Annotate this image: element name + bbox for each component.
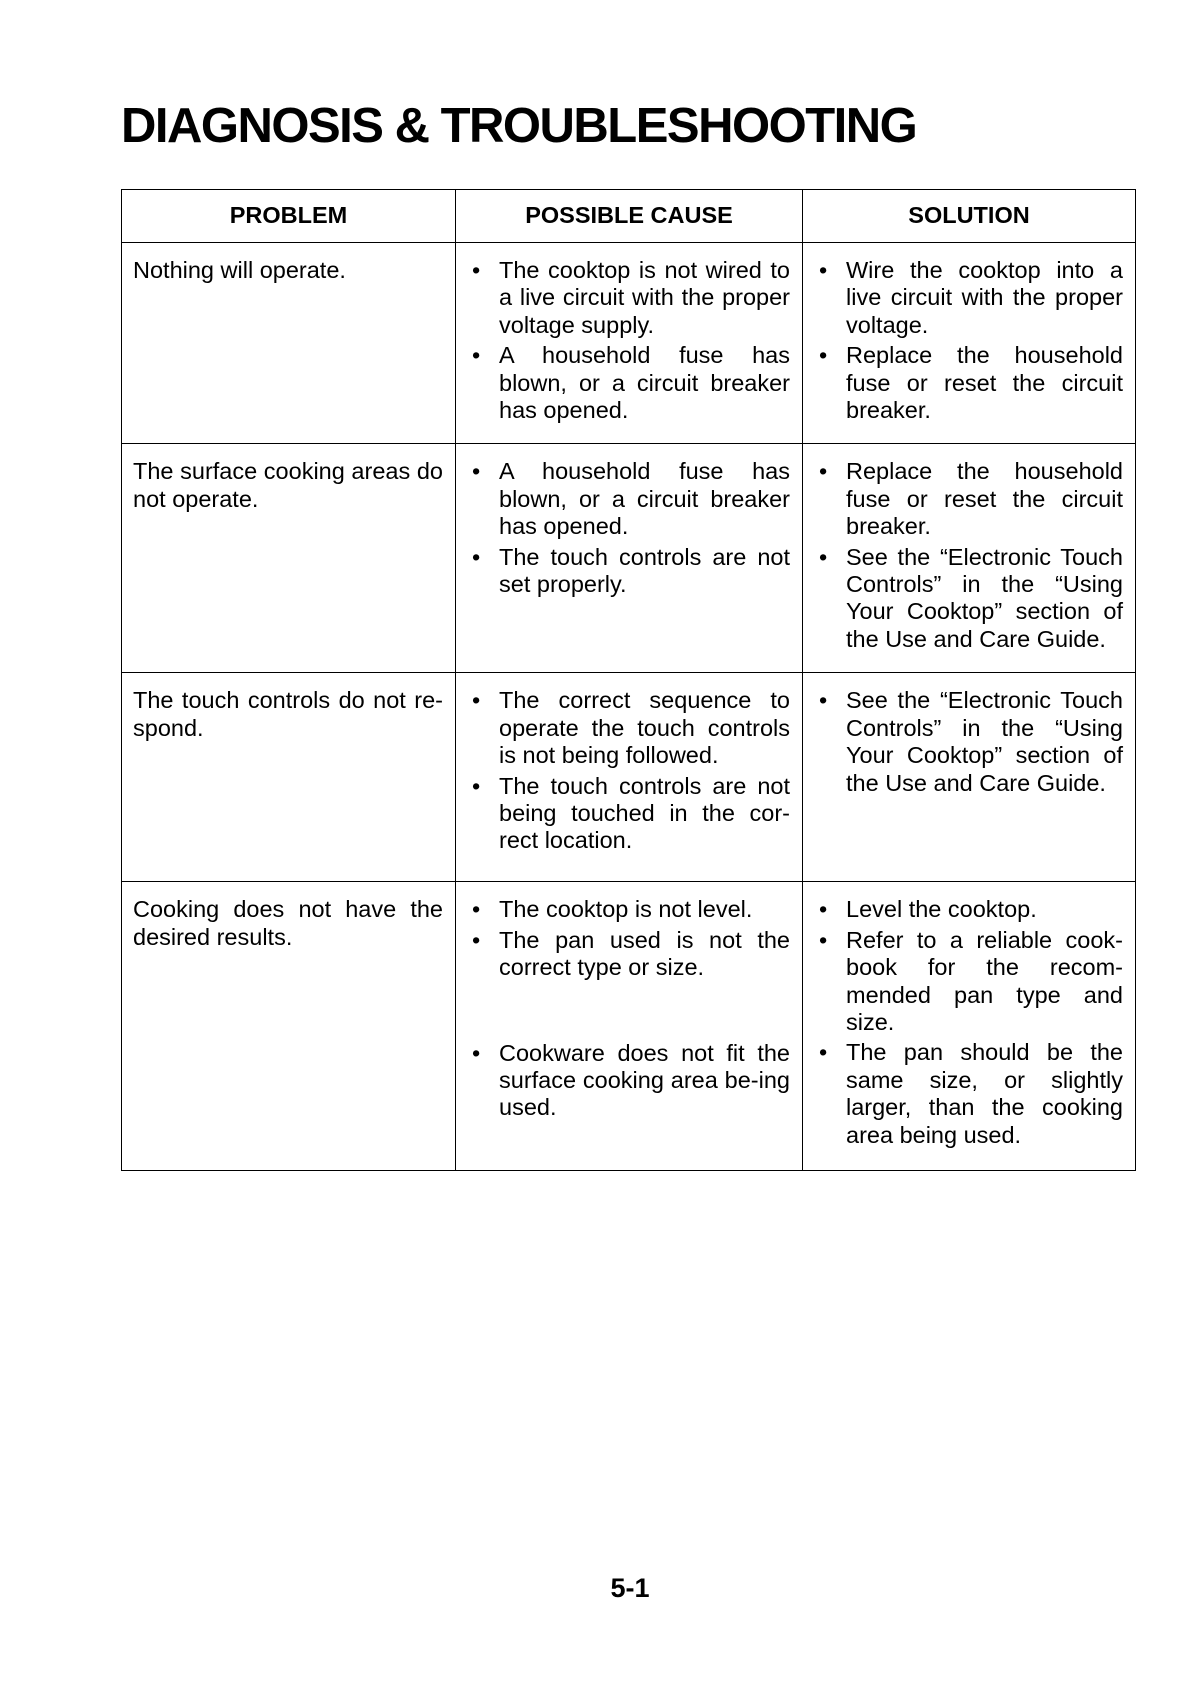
solution-list (814, 458, 1123, 653)
solution-item: • Level the cooktop. (846, 896, 1123, 923)
cause-item: • The correct sequence to operate the touch controls is not being followed. (499, 687, 790, 769)
solution-item: • Refer to a reliable cook-book for the recom-mended pan type and size. (846, 927, 1123, 1037)
header-problem: PROBLEM (122, 190, 456, 243)
solution-cell (803, 882, 1136, 1171)
problem-cell: The surface cooking areas do not operate. (122, 444, 456, 673)
cause-cell (456, 444, 803, 673)
solution-item: • The pan should be the same size, or slightly larger, than the cooking area being used. (846, 1039, 1123, 1149)
cause-cell (456, 882, 803, 1171)
troubleshooting-table (121, 189, 1136, 1171)
solution-item: • Replace the household fuse or reset the circuit breaker. (846, 458, 1123, 540)
cause-item: • The touch controls are not being touched in the cor-rect location. (499, 773, 790, 855)
cause-item: • The cooktop is not level. (499, 896, 790, 923)
solution-cell (803, 444, 1136, 673)
page-title: DIAGNOSIS & TROUBLESHOOTING (121, 99, 917, 153)
solution-list (814, 896, 1123, 1149)
cause-item: • A household fuse has blown, or a circuit breaker has opened. (499, 342, 790, 424)
page-number: 5-1 (610, 1573, 650, 1603)
solution-item: • See the “Electronic Touch Controls” in the “Using Your Cooktop” section of the Use and Care Guide. (846, 687, 1123, 797)
solution-item: • Replace the household fuse or reset the circuit breaker. (846, 342, 1123, 424)
header-solution: SOLUTION (803, 190, 1136, 243)
table-row (122, 243, 1136, 444)
problem-cell: Cooking does not have the desired results. (122, 882, 456, 1171)
solution-cell (803, 673, 1136, 882)
cause-item: • The touch controls are not set properly. (499, 544, 790, 599)
table-header-row (122, 190, 1136, 243)
problem-cell: Nothing will operate. (122, 243, 456, 444)
cause-item: • The pan used is not the correct type or size. (499, 927, 790, 982)
cause-list (467, 687, 790, 854)
cause-item: • A household fuse has blown, or a circuit breaker has opened. (499, 458, 790, 540)
table-row (122, 444, 1136, 673)
cause-list (467, 257, 790, 424)
table-row (122, 673, 1136, 882)
solution-list (814, 257, 1123, 424)
table-row (122, 882, 1136, 1171)
solution-list (814, 687, 1123, 797)
header-possible-cause: POSSIBLE CAUSE (456, 190, 803, 243)
cause-cell (456, 243, 803, 444)
cause-item: • The cooktop is not wired to a live circuit with the proper voltage supply. (499, 257, 790, 339)
solution-item: • See the “Electronic Touch Controls” in the “Using Your Cooktop” section of the Use and Care Guide. (846, 544, 1123, 654)
cause-cell (456, 673, 803, 882)
solution-cell (803, 243, 1136, 444)
cause-item: • Cookware does not fit the surface cooking area be-ing used. (499, 1040, 790, 1122)
problem-cell: The touch controls do not re-spond. (122, 673, 456, 882)
cause-list (467, 458, 790, 598)
solution-item: • Wire the cooktop into a live circuit with the proper voltage. (846, 257, 1123, 339)
cause-list (467, 896, 790, 1121)
